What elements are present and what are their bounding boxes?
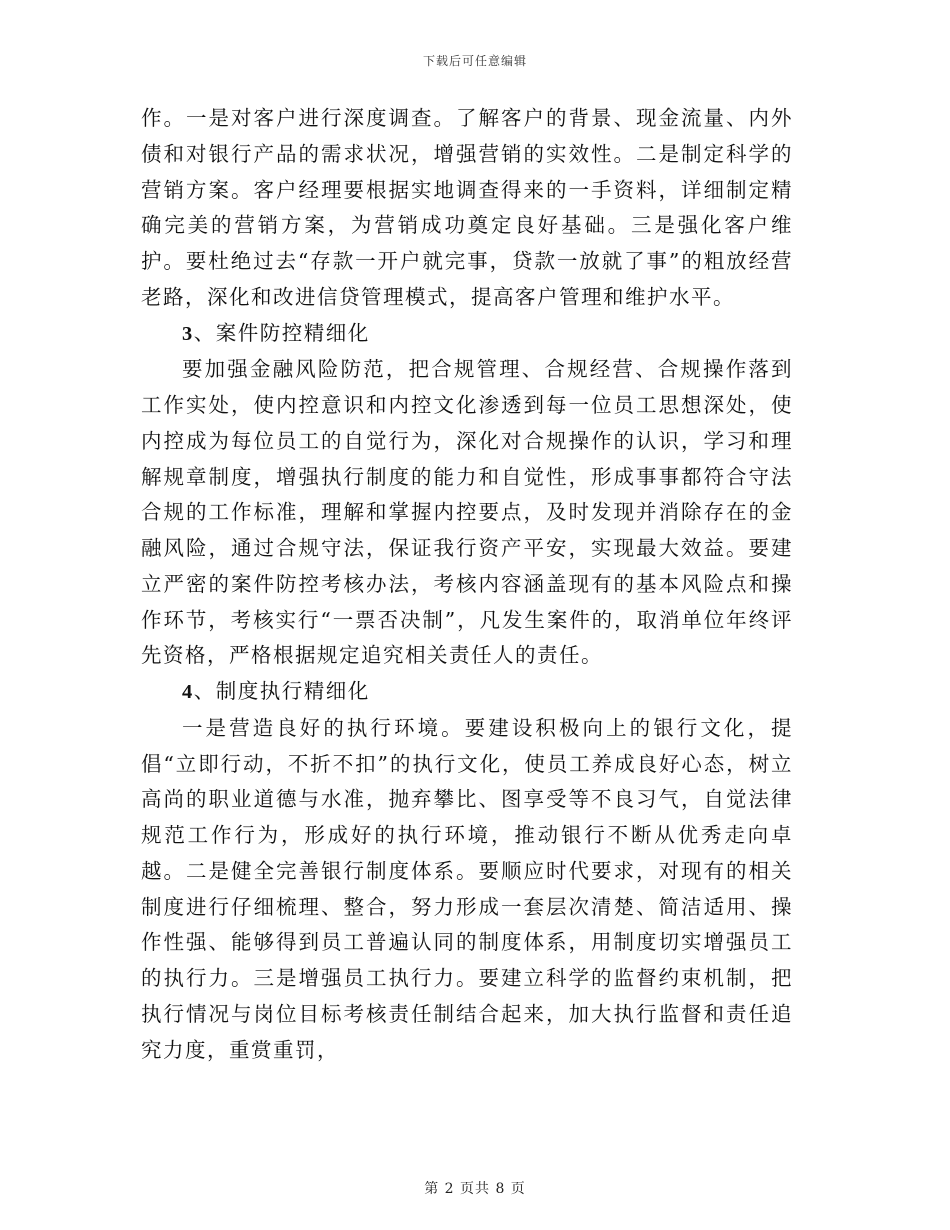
section-number: 3: [182, 322, 194, 345]
document-body: [141, 101, 793, 1068]
section-number: 4: [182, 681, 194, 703]
page-header: 下载后可任意编辑: [422, 54, 527, 68]
paragraph-risk-prevention: 要加强金融风险防范，把合规管理、合规经营、合规操作落到工作实处，使内控意识和内控文化渗透到每一位员工思想深处，使内控成为每位员工的自觉行为，深化对合规操作的认识，学习和理解规章制度，增强执行制度的能力和自觉性，形成事事都符合守法合规的工作标准，理解和掌握内控要点，及时发现并消除存在的金融风险，通过合规守法，保证我行资产平安，实现最大效益。要建立严密的案件防控考核办法，考核内容涵盖现有的基本风险点和操作环节，考核实行“一票否决制”，凡发生案件的，取消单位年终评先资格，严格根据规定追究相关责任人的责任。: [141, 357, 793, 668]
page-number-footer: 第 2 页共 8 页: [424, 1181, 526, 1197]
section-heading-case-prevention: [141, 316, 793, 353]
paragraph-execution-environment: 一是营造良好的执行环境。要建设积极向上的银行文化，提倡“立即行动，不折不扣”的执行文化，使员工养成良好心态，树立高尚的职业道德与水准，抛弃攀比、图享受等不良习气，自觉法律规范工作行为，形成好的执行环境，推动银行不断从优秀走向卓越。二是健全完善银行制度体系。要顺应时代要求，对现有的相关制度进行仔细梳理、整合，努力形成一套层次清楚、简洁适用、操作性强、能够得到员工普遍认同的制度体系，用制度切实增强员工的执行力。三是增强员工执行力。要建立科学的监督约束机制，把执行情况与岗位目标考核责任制结合起来，加大执行监督和责任追究力度，重赏重罚，: [141, 715, 793, 1062]
paragraph-client-marketing: 作。一是对客户进行深度调查。了解客户的背景、现金流量、内外债和对银行产品的需求状况，增强营销的实效性。二是制定科学的营销方案。客户经理要根据实地调查得来的一手资料，详细制定精确完美的营销方案，为营销成功奠定良好基础。三是强化客户维护。要杜绝过去“存款一开户就完事，贷款一放就了事”的粗放经营老路，深化和改进信贷管理模式，提高客户管理和维护水平。: [141, 106, 793, 309]
section-heading-system-execution: [141, 674, 793, 711]
section-title: 、案件防控精细化: [193, 320, 370, 345]
section-title: 、制度执行精细化: [193, 679, 370, 703]
